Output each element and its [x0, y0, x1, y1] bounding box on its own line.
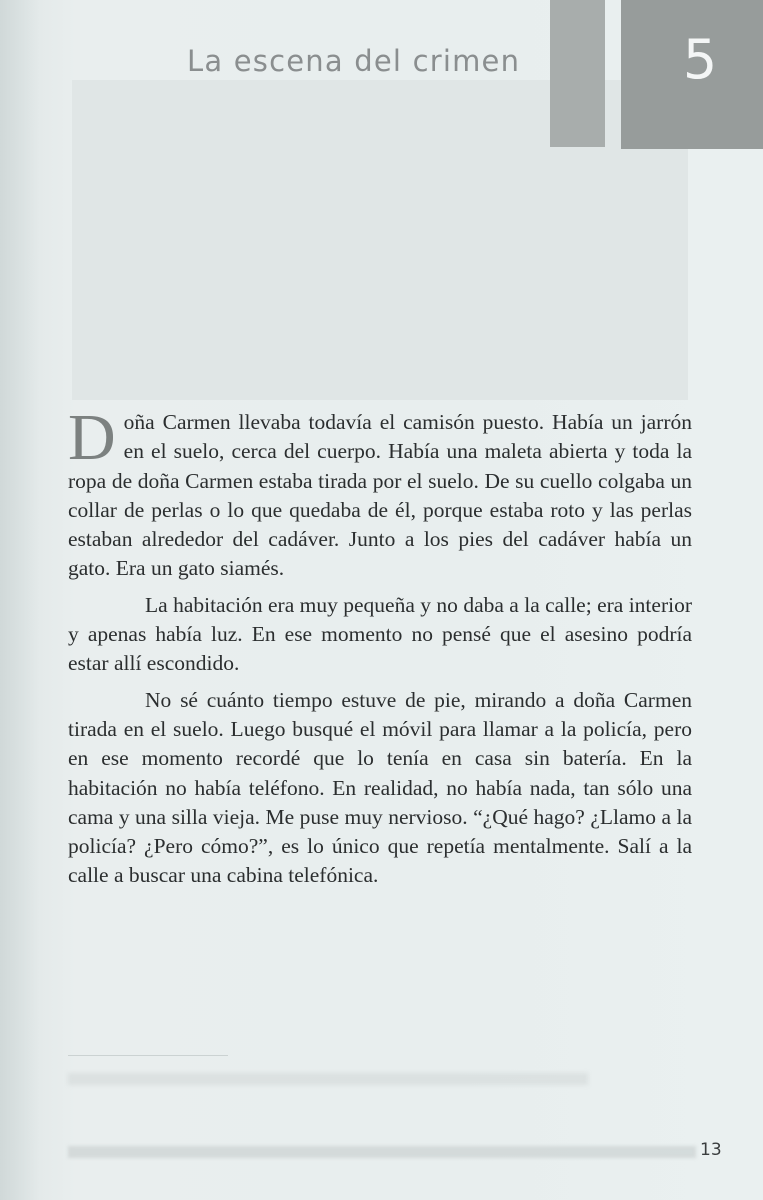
chapter-number: 5 — [682, 28, 718, 91]
paragraph-2: La habitación era muy pequeña y no daba a la calle; era interior y apenas había luz. En ese momento no pensé que el asesino podría estar allí escondido. — [68, 592, 692, 676]
footnote-divider — [68, 1055, 228, 1056]
paragraph-1-text: oña Carmen llevaba todavía el camisón puesto. Había un jarrón en el suelo, cerca del cuerpo. Había una maleta abierta y toda la ropa de doña Carmen estaba tirada por el suelo. De su cuello colgaba un collar de perlas o lo que quedaba de él, porque estaba roto y las perlas estaban alrededor del cadáver. Junto a los pies del cadáver había un gato. Era un gato siamés. — [68, 410, 692, 581]
paragraph-3: No sé cuánto tiempo estuve de pie, mirando a doña Carmen tirada en el suelo. Luego busqué el móvil para llamar a la policía, pero en ese momento recordé que lo tenía en casa sin batería. En la habitación no había teléfono. En realidad, no había nada, tan sólo una cama y una silla vieja. Me puse muy nervioso. “¿Qué hago? ¿Llamo a la policía? ¿Pero cómo?”, es lo único que repetía mentalmente. Salí a la calle a buscar una cabina telefónica. — [68, 687, 692, 888]
chapter-tab-bar — [550, 0, 605, 147]
drop-cap: D — [68, 401, 116, 474]
chapter-number-block — [621, 0, 763, 149]
page-number: 13 — [700, 1140, 722, 1160]
chapter-title: La escena del crimen — [187, 44, 521, 78]
bleed-through-text — [68, 1073, 588, 1085]
body-text — [68, 401, 692, 891]
paragraph-1 — [68, 401, 692, 584]
footer-bleed-through-bar — [68, 1146, 696, 1158]
page-gutter-shadow — [0, 0, 40, 1200]
